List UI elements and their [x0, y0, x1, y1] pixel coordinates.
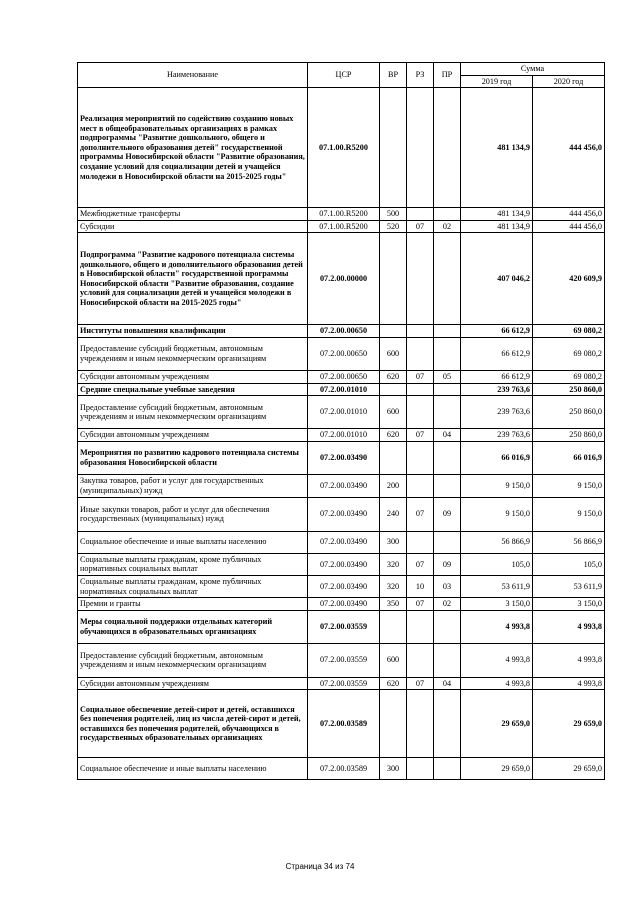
row-name: Реализация мероприятий по содействию созданию новых мест в общеобразовательных организациях в рамках подпрограммы "Развитие дошкольного, общего и дополнительного образования детей" государственной программы Новосибирской области "Развитие образования, создание условий для социализации детей и учащейся молодежи в Новосибирской области на 2015-2025 годы" [78, 88, 308, 208]
row-csr: 07.2.00.03559 [308, 643, 380, 677]
row-name: Средние специальные учебные заведения [78, 383, 308, 396]
row-csr: 07.2.00.03490 [308, 474, 380, 497]
row-csr: 07.2.00.03490 [308, 598, 380, 611]
row-vr: 620 [380, 429, 407, 442]
table-row [78, 690, 605, 758]
row-sum-2019: 9 150,0 [461, 474, 533, 497]
row-name: Социальные выплаты гражданам, кроме публичных нормативных социальных выплат [78, 553, 308, 575]
row-vr: 620 [380, 370, 407, 383]
row-sum-2020: 9 150,0 [533, 497, 605, 531]
row-sum-2020: 53 611,9 [533, 575, 605, 597]
row-sum-2020: 69 080,2 [533, 325, 605, 338]
row-sum-2019: 56 866,9 [461, 531, 533, 553]
row-pr [434, 208, 461, 221]
row-sum-2019: 3 150,0 [461, 598, 533, 611]
table-row [78, 610, 605, 643]
row-pr: 02 [434, 598, 461, 611]
row-name: Иные закупки товаров, работ и услуг для обеспечения государственных (муниципальных) нужд [78, 497, 308, 531]
row-name: Социальное обеспечение и иные выплаты населению [78, 758, 308, 780]
table-row [78, 208, 605, 221]
header-sum: Сумма [461, 63, 605, 76]
row-pr [434, 396, 461, 429]
row-sum-2019: 66 016,9 [461, 441, 533, 474]
row-pr: 02 [434, 220, 461, 233]
table-row [78, 325, 605, 338]
row-rz [407, 88, 434, 208]
row-sum-2020: 69 080,2 [533, 370, 605, 383]
row-pr: 09 [434, 497, 461, 531]
table-row [78, 441, 605, 474]
row-sum-2019: 407 046,2 [461, 233, 533, 325]
row-name: Субсидии автономным учреждениям [78, 429, 308, 442]
row-csr: 07.2.00.01010 [308, 396, 380, 429]
row-sum-2019: 239 763,6 [461, 383, 533, 396]
table-row [78, 88, 605, 208]
row-pr: 09 [434, 553, 461, 575]
row-vr: 240 [380, 497, 407, 531]
row-name: Субсидии автономным учреждениям [78, 370, 308, 383]
header-vr: ВР [380, 63, 407, 88]
row-sum-2020: 69 080,2 [533, 337, 605, 370]
table-row [78, 220, 605, 233]
row-sum-2019: 66 612,9 [461, 325, 533, 338]
row-sum-2020: 4 993,8 [533, 677, 605, 690]
row-sum-2020: 29 659,0 [533, 690, 605, 758]
row-name: Институты повышения квалификации [78, 325, 308, 338]
row-sum-2019: 9 150,0 [461, 497, 533, 531]
row-sum-2019: 481 134,9 [461, 220, 533, 233]
row-rz: 07 [407, 497, 434, 531]
row-rz: 10 [407, 575, 434, 597]
row-sum-2019: 481 134,9 [461, 88, 533, 208]
row-csr: 07.1.00.R5200 [308, 208, 380, 221]
row-vr: 600 [380, 337, 407, 370]
row-pr [434, 643, 461, 677]
row-csr: 07.2.00.03490 [308, 497, 380, 531]
row-pr [434, 690, 461, 758]
row-name: Предоставление субсидий бюджетным, автономным учреждениям и иным некоммерческим организациям [78, 396, 308, 429]
row-pr [434, 441, 461, 474]
row-sum-2019: 105,0 [461, 553, 533, 575]
row-name: Межбюджетные трансферты [78, 208, 308, 221]
budget-table [77, 62, 605, 780]
row-pr [434, 325, 461, 338]
row-sum-2020: 9 150,0 [533, 474, 605, 497]
row-csr: 07.2.00.03559 [308, 610, 380, 643]
page-number: Страница 34 из 74 [285, 862, 355, 871]
row-sum-2020: 4 993,8 [533, 643, 605, 677]
row-csr: 07.2.00.03490 [308, 575, 380, 597]
row-sum-2020: 444 456,0 [533, 88, 605, 208]
row-csr: 07.2.00.00650 [308, 370, 380, 383]
row-csr: 07.2.00.00650 [308, 337, 380, 370]
row-csr: 07.1.00.R5200 [308, 220, 380, 233]
row-vr: 620 [380, 677, 407, 690]
row-pr [434, 383, 461, 396]
row-pr [434, 337, 461, 370]
table-row [78, 383, 605, 396]
row-vr [380, 690, 407, 758]
row-csr: 07.2.00.00650 [308, 325, 380, 338]
row-vr: 300 [380, 758, 407, 780]
table-row [78, 233, 605, 325]
row-vr: 350 [380, 598, 407, 611]
table-row [78, 531, 605, 553]
table-row [78, 643, 605, 677]
row-rz [407, 383, 434, 396]
header-year-2019: 2019 год [461, 75, 533, 88]
row-pr: 04 [434, 429, 461, 442]
header-name: Наименование [78, 63, 308, 88]
row-rz: 07 [407, 598, 434, 611]
table-row [78, 474, 605, 497]
row-rz [407, 758, 434, 780]
row-sum-2019: 29 659,0 [461, 690, 533, 758]
row-name: Социальные выплаты гражданам, кроме публичных нормативных социальных выплат [78, 575, 308, 597]
row-sum-2020: 250 860,0 [533, 383, 605, 396]
row-rz [407, 233, 434, 325]
row-csr: 07.2.00.03559 [308, 677, 380, 690]
row-name: Мероприятия по развитию кадрового потенциала системы образования Новосибирской области [78, 441, 308, 474]
row-name: Субсидии автономным учреждениям [78, 677, 308, 690]
row-pr [434, 531, 461, 553]
table-row [78, 598, 605, 611]
row-sum-2020: 29 659,0 [533, 758, 605, 780]
table-row [78, 497, 605, 531]
row-pr [434, 233, 461, 325]
row-sum-2019: 66 612,9 [461, 337, 533, 370]
row-sum-2020: 56 866,9 [533, 531, 605, 553]
row-rz [407, 531, 434, 553]
row-rz [407, 396, 434, 429]
row-vr: 320 [380, 553, 407, 575]
row-sum-2019: 481 134,9 [461, 208, 533, 221]
row-vr: 520 [380, 220, 407, 233]
row-csr: 07.2.00.03589 [308, 690, 380, 758]
table-row [78, 396, 605, 429]
row-sum-2019: 4 993,8 [461, 610, 533, 643]
table-row [78, 553, 605, 575]
row-sum-2020: 66 016,9 [533, 441, 605, 474]
header-year-2020: 2020 год [533, 75, 605, 88]
row-name: Меры социальной поддержки отдельных категорий обучающихся в образовательных организациях [78, 610, 308, 643]
row-rz [407, 337, 434, 370]
table-body [78, 88, 605, 780]
row-sum-2019: 29 659,0 [461, 758, 533, 780]
row-sum-2019: 239 763,6 [461, 429, 533, 442]
row-vr: 320 [380, 575, 407, 597]
row-rz [407, 474, 434, 497]
row-name: Закупка товаров, работ и услуг для государственных (муниципальных) нужд [78, 474, 308, 497]
row-rz: 07 [407, 677, 434, 690]
row-sum-2020: 250 860,0 [533, 429, 605, 442]
row-sum-2020: 105,0 [533, 553, 605, 575]
row-name: Социальное обеспечение и иные выплаты населению [78, 531, 308, 553]
row-vr [380, 383, 407, 396]
row-rz [407, 441, 434, 474]
row-pr: 05 [434, 370, 461, 383]
row-sum-2019: 4 993,8 [461, 677, 533, 690]
row-csr: 07.2.00.01010 [308, 429, 380, 442]
row-csr: 07.2.00.03490 [308, 553, 380, 575]
row-rz: 07 [407, 553, 434, 575]
row-sum-2019: 53 611,9 [461, 575, 533, 597]
row-sum-2020: 444 456,0 [533, 220, 605, 233]
row-vr: 300 [380, 531, 407, 553]
row-vr [380, 88, 407, 208]
row-pr: 03 [434, 575, 461, 597]
row-pr [434, 610, 461, 643]
table-row [78, 370, 605, 383]
row-sum-2019: 239 763,6 [461, 396, 533, 429]
row-csr: 07.2.00.01010 [308, 383, 380, 396]
row-rz [407, 610, 434, 643]
row-rz [407, 208, 434, 221]
header-rz: РЗ [407, 63, 434, 88]
row-csr: 07.2.00.03589 [308, 758, 380, 780]
row-sum-2020: 250 860,0 [533, 396, 605, 429]
row-vr: 500 [380, 208, 407, 221]
row-vr: 200 [380, 474, 407, 497]
row-csr: 07.2.00.00000 [308, 233, 380, 325]
row-csr: 07.2.00.03490 [308, 531, 380, 553]
row-vr: 600 [380, 643, 407, 677]
header-csr: ЦСР [308, 63, 380, 88]
row-vr [380, 610, 407, 643]
table-row [78, 337, 605, 370]
row-vr [380, 325, 407, 338]
table-row [78, 677, 605, 690]
row-pr [434, 758, 461, 780]
row-name: Субсидии [78, 220, 308, 233]
row-name: Премии и гранты [78, 598, 308, 611]
row-csr: 07.1.00.R5200 [308, 88, 380, 208]
row-vr [380, 441, 407, 474]
header-pr: ПР [434, 63, 461, 88]
row-pr [434, 474, 461, 497]
row-name: Подпрограмма "Развитие кадрового потенциала системы дошкольного, общего и дополнительного образования детей в Новосибирской области" государственной программы Новосибирской области "Развитие образования, создание условий для социализации детей и учащейся молодежи в Новосибирской области на 2015-2025 годы" [78, 233, 308, 325]
row-rz [407, 643, 434, 677]
row-name: Предоставление субсидий бюджетным, автономным учреждениям и иным некоммерческим организациям [78, 643, 308, 677]
row-csr: 07.2.00.03490 [308, 441, 380, 474]
table-row [78, 429, 605, 442]
row-rz [407, 325, 434, 338]
row-rz: 07 [407, 429, 434, 442]
table-row [78, 758, 605, 780]
row-sum-2019: 4 993,8 [461, 643, 533, 677]
row-sum-2020: 3 150,0 [533, 598, 605, 611]
row-rz [407, 690, 434, 758]
row-rz: 07 [407, 220, 434, 233]
table-row [78, 575, 605, 597]
row-sum-2020: 420 609,9 [533, 233, 605, 325]
row-name: Предоставление субсидий бюджетным, автономным учреждениям и иным некоммерческим организациям [78, 337, 308, 370]
row-sum-2019: 66 612,9 [461, 370, 533, 383]
row-pr: 04 [434, 677, 461, 690]
row-vr [380, 233, 407, 325]
row-pr [434, 88, 461, 208]
row-sum-2020: 4 993,8 [533, 610, 605, 643]
row-sum-2020: 444 456,0 [533, 208, 605, 221]
row-rz: 07 [407, 370, 434, 383]
row-vr: 600 [380, 396, 407, 429]
row-name: Социальное обеспечение детей-сирот и детей, оставшихся без попечения родителей, лиц из числа детей-сирот и детей, оставшихся без попечения родителей, обучающихся в государственных образовательных организациях [78, 690, 308, 758]
